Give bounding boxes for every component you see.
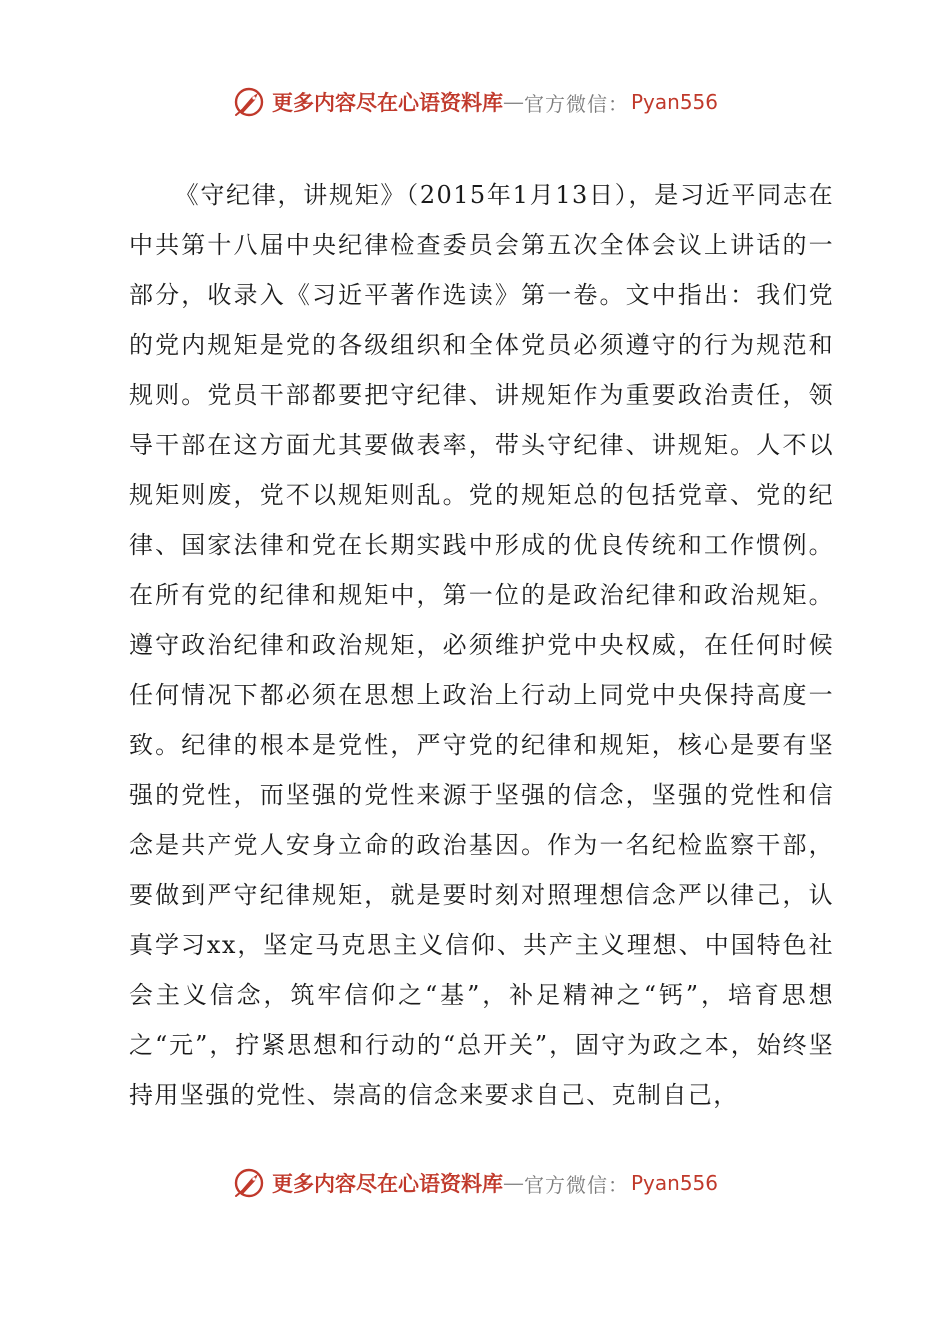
pen-nib-logo-icon <box>232 1165 268 1201</box>
banner-wechat-id: Pyan556 <box>630 90 718 114</box>
banner-wechat-id: Pyan556 <box>630 1171 718 1195</box>
header-banner <box>0 82 950 122</box>
pen-nib-logo-icon <box>232 84 268 120</box>
banner-main-text: 更多内容尽在心语资料库 <box>271 90 503 115</box>
footer-banner <box>0 1163 950 1203</box>
banner-dash: — <box>502 90 524 114</box>
banner-main-text: 更多内容尽在心语资料库 <box>271 1171 503 1196</box>
body-paragraph: 《守纪律，讲规矩》（2015年1月13日），是习近平同志在中共第十八届中央纪律检查委员会第五次全体会议上讲话的一部分，收录入《习近平著作选读》第一卷。文中指出：我们党的党内规矩是党的各级组织和全体党员必须遵守的行为规范和规则。党员干部都要把守纪律、讲规矩作为重要政治责任，领导干部在这方面尤其要做表率，带头守纪律、讲规矩。人不以规矩则废，党不以规矩则乱。党的规矩总的包括党章、党的纪律、国家法律和党在长期实践中形成的优良传统和工作惯例。在所有党的纪律和规矩中，第一位的是政治纪律和政治规矩。遵守政治纪律和政治规矩，必须维护党中央权威，在任何时候任何情况下都必须在思想上政治上行动上同党中央保持高度一致。纪律的根本是党性，严守党的纪律和规矩，核心是要有坚强的党性，而坚强的党性来源于坚强的信念，坚强的党性和信念是共产党人安身立命的政治基因。作为一名纪检监察干部，要做到严守纪律规矩，就是要时刻对照理想信念严以律己，认真学习xx，坚定马克思主义信仰、共产主义理想、中国特色社会主义信念，筑牢信仰之“基”，补足精神之“钙”，培育思想之“元”，拧紧思想和行动的“总开关”，固守为政之本，始终坚持用坚强的党性、崇高的信念来要求自己、克制自己， <box>129 181 834 1109</box>
document-body <box>129 170 834 1120</box>
banner-wechat-label: 官方微信： <box>523 91 629 116</box>
banner-dash: — <box>502 1171 524 1195</box>
banner-wechat-label: 官方微信： <box>523 1172 629 1197</box>
